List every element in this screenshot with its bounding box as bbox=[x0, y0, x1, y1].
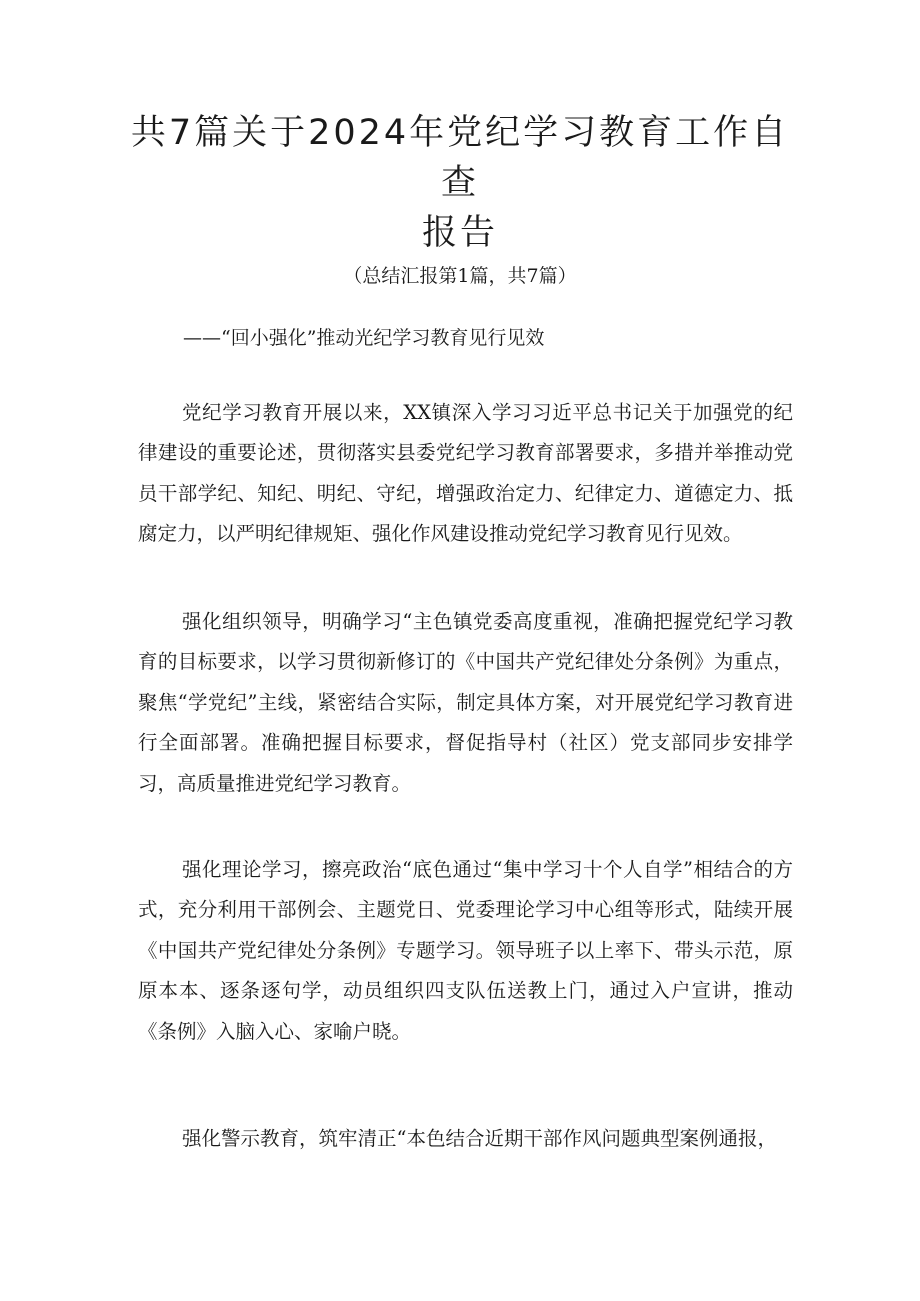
body-paragraph: 强化警示教育，筑牢清正“本色结合近期干部作风问题典型案例通报， bbox=[182, 1127, 777, 1150]
document-tagline: ——“回小强化”推动光纪学习教育见行见效 bbox=[183, 327, 545, 349]
title-line-1: 共7篇关于2024年党纪学习教育工作自查 bbox=[130, 113, 790, 203]
title-line-2: 报告 bbox=[421, 213, 498, 253]
body-paragraph: 党纪学习教育开展以来，XX镇深入学习习近平总书记关于加强党的纪律建设的重要论述，贯彻落实县委党纪学习教育部署要求，多措并举推动党员干部学纪、知纪、明纪、守纪，增强政治定力、纪律定力、道德定力、抵腐定力，以严明纪律规矩、强化作风建设推动党纪学习教育见行见效。 bbox=[138, 401, 793, 546]
document-title bbox=[120, 108, 800, 258]
document-subtitle: （总结汇报第1篇，共7篇） bbox=[343, 265, 577, 287]
body-paragraph: 强化组织领导，明确学习“主色镇党委高度重视，准确把握党纪学习教育的目标要求，以学习贯彻新修订的《中国共产党纪律处分条例》为重点，聚焦“学党纪”主线，紧密结合实际，制定具体方案，对开展党纪学习教育进行全面部署。准确把握目标要求，督促指导村（社区）党支部同步安排学习，高质量推进党纪学习教育。 bbox=[138, 610, 793, 795]
body-paragraph: 强化理论学习，擦亮政治“底色通过“集中学习十个人自学”相结合的方式，充分利用干部例会、主题党日、党委理论学习中心组等形式，陆续开展《中国共产党纪律处分条例》专题学习。领导班子以上率下、带头示范，原原本本、逐条逐句学，动员组织四支队伍送教上门，通过入户宣讲，推动《条例》入脑入心、家喻户晓。 bbox=[138, 858, 793, 1043]
